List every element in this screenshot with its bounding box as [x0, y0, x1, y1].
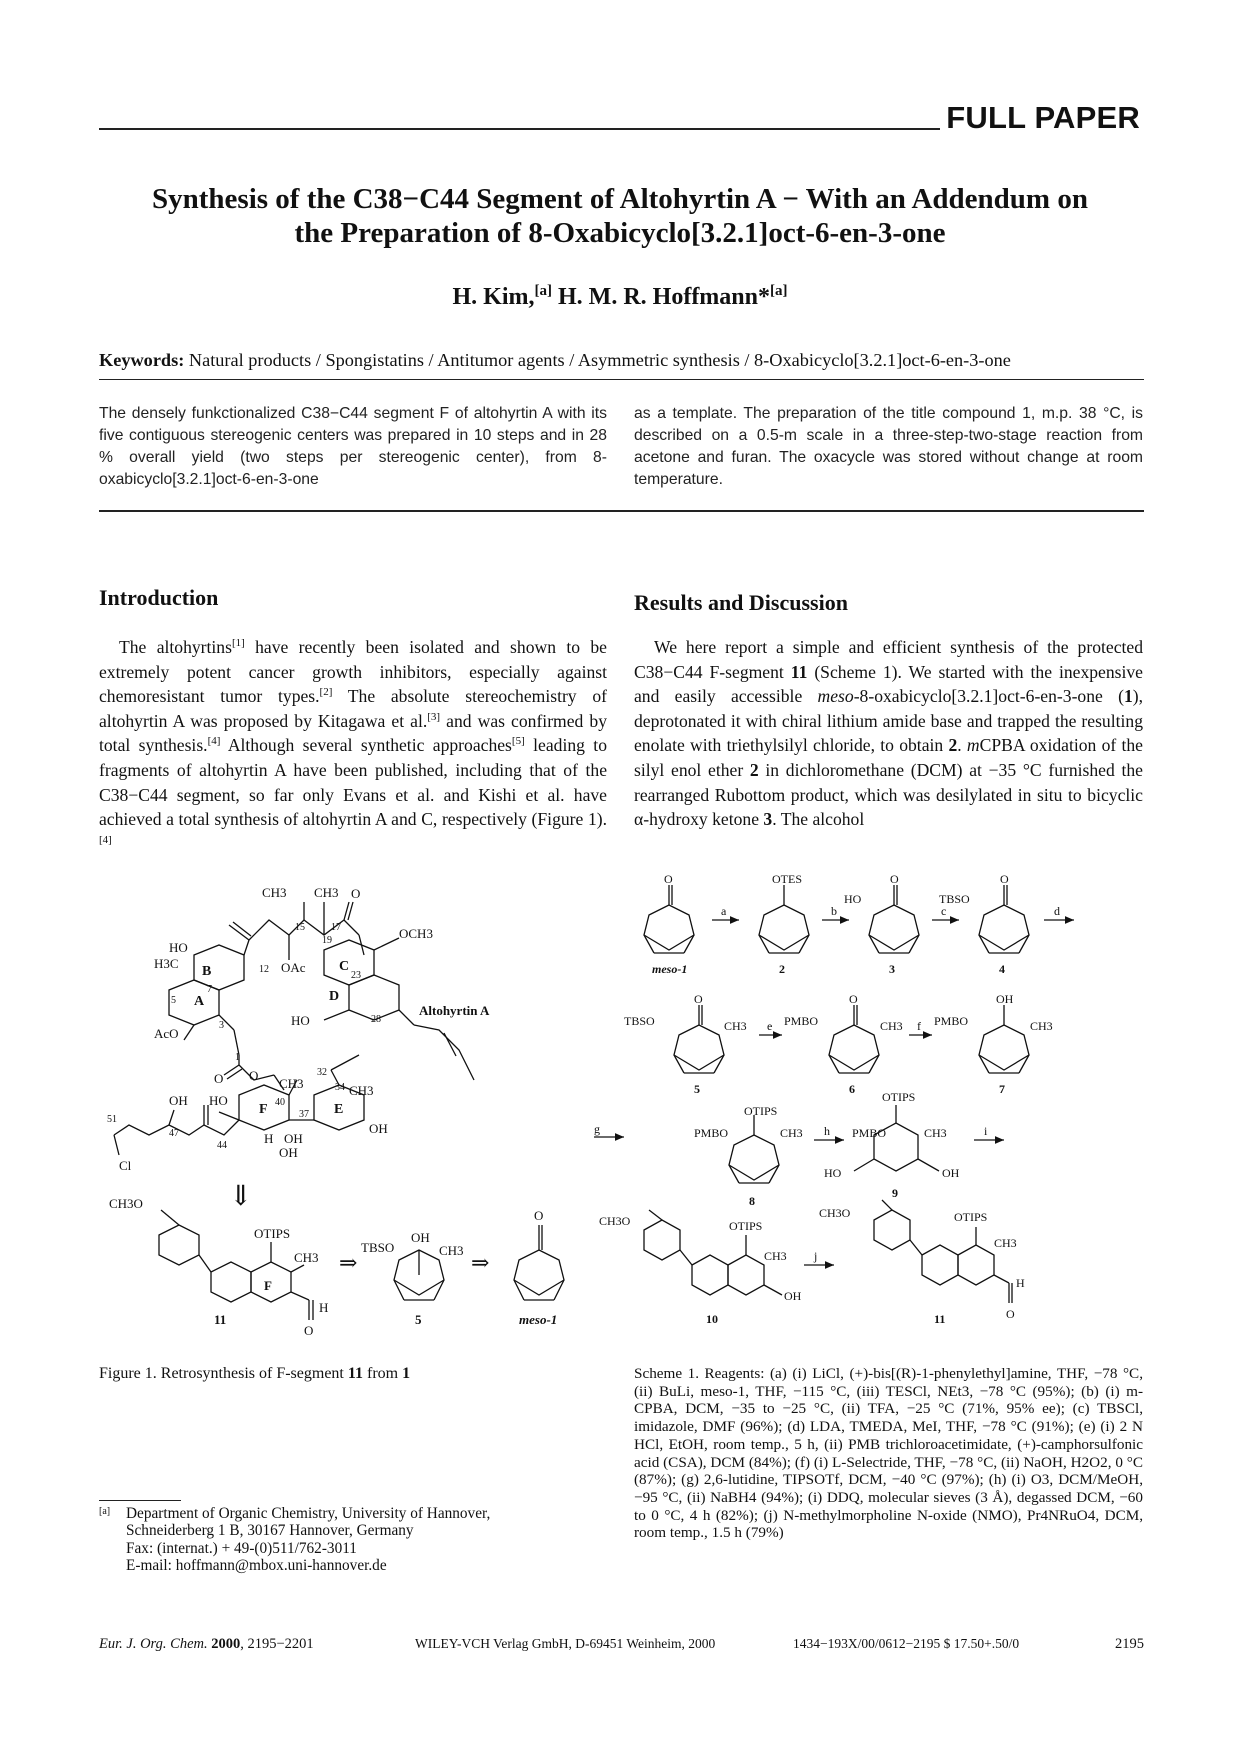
compound-meso-1-structure: [514, 1225, 564, 1300]
results-paragraph: [634, 635, 1143, 832]
section-label: FULL PAPER: [946, 100, 1140, 135]
ho-label: HO: [169, 940, 188, 955]
scheme-1-synthesis: [594, 872, 1146, 1355]
title-line-2: the Preparation of 8-Oxabicyclo[3.2.1]oct-6-en-3-one: [294, 217, 946, 249]
oac-label: OAc: [281, 960, 306, 975]
compound-ref: 2: [948, 735, 958, 756]
carbon-number: 1: [235, 1052, 240, 1063]
compound-label: 11: [934, 1312, 946, 1326]
journal-name: Eur. J. Org. Chem.: [99, 1636, 208, 1652]
oh-label: OH: [942, 1166, 960, 1180]
ho-label: HO: [209, 1093, 228, 1108]
publisher-line: WILEY-VCH Verlag GmbH, D-69451 Weinheim, 2000: [415, 1636, 716, 1651]
carbon-number: 5: [171, 995, 176, 1006]
compound-ref: 11: [347, 1365, 363, 1382]
pmbo-label: PMBO: [694, 1126, 729, 1140]
footnote-line: Schneiderberg 1 B, 30167 Hannover, Germany: [126, 1522, 414, 1540]
ring-b-label: B: [202, 964, 212, 979]
reference-mark: [5]: [511, 735, 525, 748]
compound-name-label: Altohyrtin A: [419, 1003, 490, 1018]
page-number: 2195: [1115, 1636, 1144, 1652]
h-label: H: [1016, 1276, 1025, 1290]
journal-pages: , 2195−2201: [240, 1636, 314, 1652]
retrosynthesis-arrow: ⇒: [339, 1250, 358, 1275]
compound-label: 8: [749, 1194, 755, 1208]
introduction-paragraph: [99, 635, 607, 856]
affiliation-mark: [a]: [534, 283, 552, 299]
o-label: O: [664, 872, 673, 886]
o-label: O: [534, 1208, 544, 1223]
caption-text: Figure 1. Retrosynthesis of F-segment: [99, 1365, 348, 1382]
step-label: i: [984, 1124, 988, 1138]
ch3-label: CH3: [294, 1250, 319, 1265]
article-title: [60, 182, 1180, 250]
step-label: j: [814, 1249, 818, 1263]
reference-mark: [4]: [207, 735, 221, 748]
step-label: f: [917, 1019, 921, 1033]
ch3o-label: CH3O: [599, 1214, 631, 1228]
footnote-line: Fax: (internat.) + 49-(0)511/762-3011: [126, 1539, 357, 1557]
text-run: We here report a simple and efficient synthesis of the protected C38−C44 F-segment: [634, 637, 1143, 682]
issn-line: 1434−193X/00/0612−2195 $ 17.50+.50/0: [793, 1636, 1020, 1651]
ring-a-label: A: [194, 994, 205, 1009]
compound-ref: 1: [1123, 686, 1133, 707]
compound-label: 10: [706, 1312, 718, 1326]
retrosynthesis-arrow: ⇓: [229, 1181, 253, 1212]
ch3-label: CH3: [924, 1126, 947, 1140]
footnote-marker: [a]: [99, 1506, 111, 1517]
affiliation-mark: [a]: [770, 283, 788, 299]
tbso-label: TBSO: [939, 892, 970, 906]
carbon-number: 34: [335, 1082, 345, 1093]
ch3-label: CH3: [349, 1083, 374, 1098]
h-label: H: [319, 1300, 329, 1315]
step-label: b: [831, 904, 837, 918]
carbon-number: 3: [219, 1020, 224, 1031]
results-body: [634, 635, 1143, 832]
carbon-number: 51: [107, 1114, 117, 1125]
compound-label: 2: [779, 962, 785, 976]
text-run: . The alcohol: [772, 809, 865, 830]
ring-f-label: F: [259, 1102, 268, 1117]
compound-label: 3: [889, 962, 895, 976]
otips-label: OTIPS: [729, 1219, 763, 1233]
step-label: d: [1054, 904, 1060, 918]
otes-label: OTES: [772, 872, 802, 886]
abstract-column-right: as a template. The preparation of the title compound 1, m.p. 38 °C, is described on a 0.5-m scale in a three-step-two-stage reaction from acetone and furan. The oxacycle was stored without change at room temperature.: [634, 405, 1143, 488]
figure-1-altohyrtin-structure: [99, 880, 619, 1340]
pmbo-label: PMBO: [784, 1014, 819, 1028]
row-2-structures: [674, 1005, 1029, 1073]
pmbo-label: PMBO: [934, 1014, 969, 1028]
italic-run: meso: [817, 686, 854, 707]
ab-spiroketal: [169, 940, 249, 1055]
ch3o-label: CH3O: [109, 1196, 143, 1211]
pmbo-label: PMBO: [852, 1126, 887, 1140]
oh-label: OH: [279, 1145, 298, 1160]
keywords-rule: [99, 379, 1144, 380]
tbso-label: TBSO: [361, 1240, 395, 1255]
abstract-rule: [99, 510, 1144, 512]
o-label: O: [890, 872, 899, 886]
compound-label: 6: [849, 1082, 855, 1096]
oh-label: OH: [784, 1289, 802, 1303]
text-run: (Scheme 1). We started with the inexpensive and easily accessible: [634, 661, 1143, 707]
ch3-label: CH3: [262, 885, 287, 900]
carbon-number: 28: [371, 1014, 381, 1025]
h3c-label: H3C: [154, 956, 179, 971]
o-label: O: [304, 1323, 314, 1338]
ch3o-label: CH3O: [819, 1206, 851, 1220]
introduction-body: [99, 635, 607, 856]
keywords-label: Keywords:: [99, 350, 185, 370]
compound-number-11: 11: [214, 1312, 227, 1327]
compound-label: 5: [694, 1082, 700, 1096]
ho-label: HO: [844, 892, 862, 906]
reference-mark: [4]: [99, 833, 112, 846]
step-label: e: [767, 1019, 773, 1033]
carbon-number: 7: [207, 984, 212, 995]
keywords: [99, 350, 1144, 371]
journal-citation: [99, 1636, 314, 1653]
tbso-label: TBSO: [624, 1014, 655, 1028]
text-run: Although several synthetic approaches: [220, 735, 512, 756]
ch3-label: CH3: [764, 1249, 787, 1263]
text-run: have recently been isolated and shown to be extremely potent cancer growth inhibitors, especially against chemoresistant tumor types.: [99, 637, 607, 707]
otips-label: OTIPS: [744, 1104, 778, 1118]
carbon-number: 37: [299, 1109, 309, 1120]
otips-label: OTIPS: [954, 1210, 988, 1224]
ring-c-label: C: [339, 959, 350, 974]
author-name: H. M. R. Hoffmann*: [558, 284, 770, 310]
oh-label: OH: [369, 1121, 388, 1136]
compound-label: meso-1: [652, 962, 688, 976]
row-1-structures: [644, 885, 1029, 953]
ch3-label: CH3: [314, 885, 339, 900]
reference-mark: [1]: [231, 637, 245, 650]
carbon-number: 23: [351, 970, 361, 981]
ch3-label: CH3: [1030, 1019, 1053, 1033]
otips-label: OTIPS: [254, 1226, 291, 1241]
header-rule: [99, 128, 940, 130]
ho-label: HO: [291, 1013, 310, 1028]
compound-number-meso-1: meso-1: [519, 1312, 558, 1327]
abstract-column-left: The densely funkctionalized C38−C44 segment F of altohyrtin A with its five contiguous stereogenic centers was prepared in 10 steps and in 28 % overall yield (two steps per stereogenic center), from 8-oxabicyclo[3.2.1]oct-6-en-3-one: [99, 405, 607, 488]
text-run: CPBA oxidation of the silyl enol ether: [634, 735, 1143, 780]
carbon-number: 15: [295, 922, 305, 933]
author-name: H. Kim,: [452, 284, 535, 310]
results-heading: Results and Discussion: [634, 590, 848, 615]
compound-ref: 11: [790, 661, 808, 682]
text-run: The absolute stereochemistry of altohyrtin A was proposed by Kitagawa et al.: [99, 686, 607, 731]
title-line-1: Synthesis of the C38−C44 Segment of Altohyrtin A − With an Addendum on: [152, 183, 1088, 215]
ring-d-label: D: [329, 989, 340, 1004]
italic-run: m: [966, 735, 980, 756]
compound-label: 7: [999, 1082, 1005, 1096]
carbon-number: 40: [275, 1097, 285, 1108]
ch3-label: CH3: [724, 1019, 747, 1033]
reference-mark: [3]: [427, 710, 441, 723]
carbon-number: 44: [217, 1140, 227, 1151]
text-run: in dichloromethane (DCM) at −35 °C furnished the rearranged Rubottom product, which was desilylated in situ to bicyclic α-hydroxy ketone: [634, 759, 1143, 830]
carbon-number: 32: [317, 1067, 327, 1078]
ch3-label: CH3: [279, 1076, 304, 1091]
h-label: H: [264, 1131, 274, 1146]
keywords-text: Natural products / Spongistatins / Antitumor agents / Asymmetric synthesis / 8-Oxabicyclo[3.2.1]oct-6-en-3-one: [188, 350, 1011, 370]
o-label: O: [249, 1068, 259, 1083]
step-label: h: [824, 1124, 830, 1138]
o-label: O: [849, 992, 858, 1006]
o-label: O: [1000, 872, 1009, 886]
o-label: O: [214, 1071, 224, 1086]
ho-label: HO: [824, 1166, 842, 1180]
step-label: g: [594, 1122, 600, 1136]
oh-label: OH: [169, 1093, 188, 1108]
compound-number-5: 5: [415, 1312, 422, 1327]
ch3-label: CH3: [780, 1126, 803, 1140]
carbon-number: 17: [331, 922, 341, 933]
text-run: ), deprotonated it with chiral lithium amide base and trapped the resulting enolate with triethylsilyl chloride, to obtain: [634, 686, 1143, 756]
ring-f-label: F: [264, 1278, 272, 1293]
o-label: O: [1006, 1307, 1015, 1321]
compound-ref: 2: [749, 759, 759, 780]
step-label: c: [941, 904, 947, 918]
footnote-rule: [99, 1500, 181, 1501]
footnote-line: Department of Organic Chemistry, University of Hannover,: [126, 1505, 491, 1522]
ring-e-label: E: [334, 1102, 344, 1117]
carbon-number: 12: [259, 964, 269, 975]
compound-ref: 1: [402, 1365, 411, 1382]
oh-label: OH: [996, 992, 1014, 1006]
journal-year: 2000: [211, 1636, 241, 1652]
affiliation-footnote: [99, 1505, 599, 1575]
text-run: The altohyrtins: [119, 637, 232, 657]
compound-ref: 3: [763, 809, 773, 830]
ch3-label: CH3: [439, 1243, 464, 1258]
text-run: -8-oxabicyclo[3.2.1]oct-6-en-3-one (: [853, 686, 1124, 707]
o-label: O: [351, 886, 361, 901]
introduction-heading: Introduction: [99, 585, 219, 610]
figure-1-caption: [99, 1365, 410, 1383]
oh-label: OH: [411, 1230, 430, 1245]
compound-5-structure: [394, 1250, 444, 1300]
text-run: .: [957, 735, 967, 756]
author-list: [0, 284, 1240, 311]
ch3-label: CH3: [994, 1236, 1017, 1250]
footnote-line: E-mail: hoffmann@mbox.uni-hannover.de: [126, 1557, 387, 1575]
och3-label: OCH3: [399, 926, 433, 941]
compound-label: 4: [999, 962, 1005, 976]
scheme-1-caption: Scheme 1. Reagents: (a) (i) LiCl, (+)-bis[(R)-1-phenylethyl]amine, THF, −78 °C, (ii) BuLi, meso-1, THF, −115 °C, (iii) TESCl, NEt3, −78 °C (95%); (b) (i) m-CPBA, DCM, −35 to −25 °C, (ii) TFA, −25 °C (71%, 95% ee); (c) TBSCl, imidazole, DMF (96%); (d) LDA, TMEDA, MeI, THF, −78 °C (91%); (e) (i) 2 N HCl, EtOH, room temp., 5 h, (ii) PMB trichloroacetimidate, (+)-camphorsulfonic acid (CSA), DCM (84%); (f) (i) L-Selectride, THF, −78 °C, (ii) NaOH, H2O2, 0 °C (87%); (g) 2,6-lutidine, TIPSOTf, DCM, −40 °C (97%); (h) (i) O3, DCM/MeOH, −95 °C, (ii) NaBH4 (94%); (i) DDQ, molecular sieves (3 Å), degassed DCM, −60 to 0 °C, 4 h (82%); (j) N-methylmorpholine N-oxide (NMO), Pr4NRuO4, DCM, room temp., 1.5 h (79%): [634, 1365, 1143, 1542]
oh-label: OH: [284, 1131, 303, 1146]
reference-mark: [2]: [319, 686, 333, 699]
cl-label: Cl: [119, 1158, 132, 1173]
otips-label: OTIPS: [882, 1090, 916, 1104]
aco-label: AcO: [154, 1026, 179, 1041]
retrosynthesis-arrow: ⇒: [471, 1250, 490, 1275]
o-label: O: [694, 992, 703, 1006]
text-run: leading to fragments of altohyrtin A have been published, including that of the C38−C44 segment, so far only Evans et al. and Kishi et al. have achieved a total synthesis of altohyrtin A and C, respectively (Figure 1).: [99, 735, 607, 830]
step-label: a: [721, 904, 727, 918]
ch3-label: CH3: [880, 1019, 903, 1033]
carbon-number: 47: [169, 1128, 179, 1139]
text-run: and was confirmed by total synthesis.: [99, 710, 607, 756]
carbon-number: 19: [322, 935, 332, 946]
caption-text: from: [363, 1365, 403, 1382]
compound-label: 9: [892, 1186, 898, 1200]
